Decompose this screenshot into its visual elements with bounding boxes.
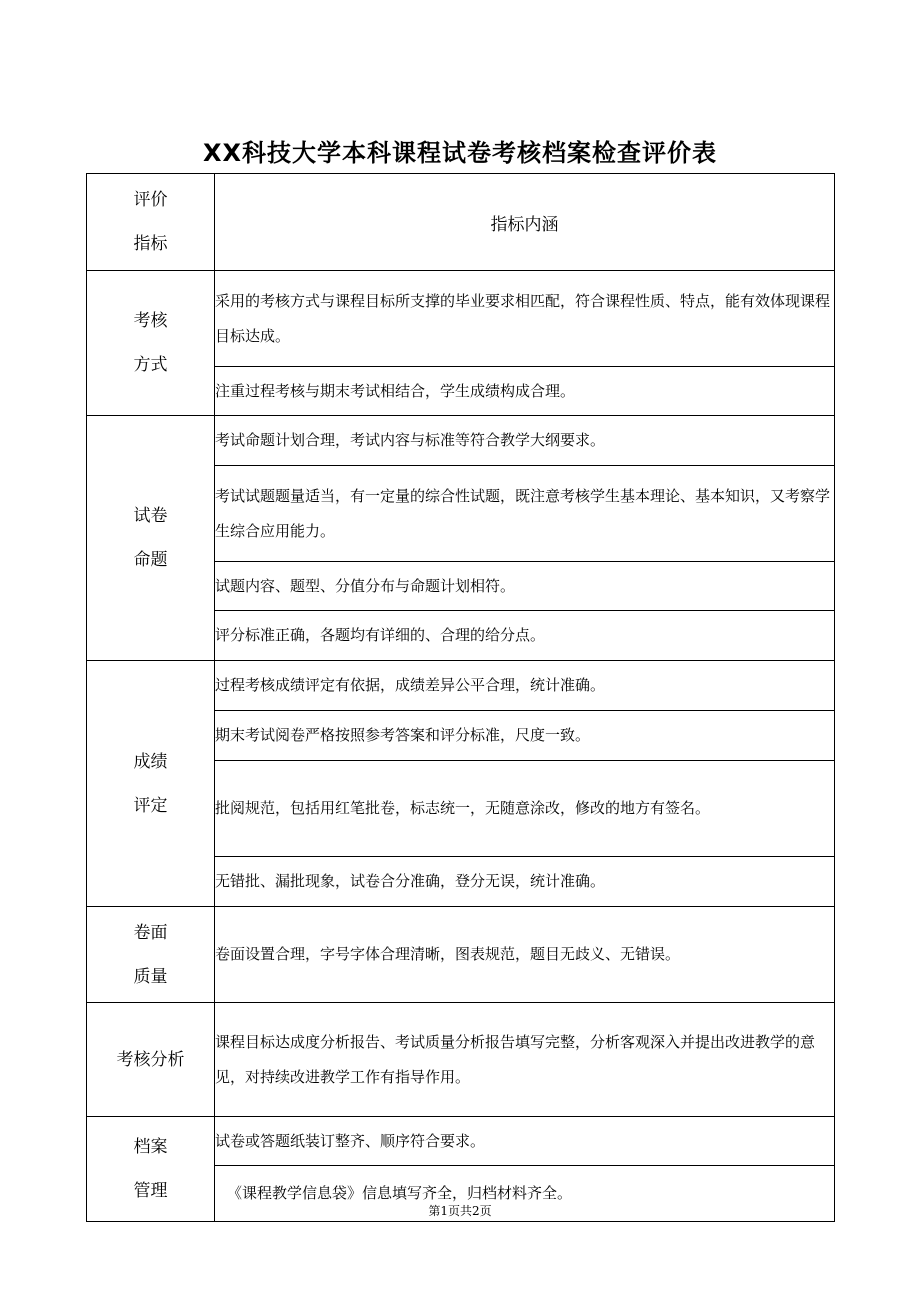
indicator-cell-assessment-analysis <box>87 1003 215 1117</box>
indicator-label-line: 试卷 <box>133 506 168 526</box>
item-cell: 考试命题计划合理，考试内容与标准等符合教学大纲要求。 <box>215 416 835 466</box>
indicator-label-line: 管理 <box>133 1181 168 1201</box>
item-cell: 期末考试阅卷严格按照参考答案和评分标准，尺度一致。 <box>215 711 835 761</box>
indicator-cell-paper-quality <box>87 907 215 1003</box>
item-cell: 批阅规范，包括用红笔批卷，标志统一，无随意涂改，修改的地方有签名。 <box>215 761 835 857</box>
indicator-label-line: 考核 <box>133 311 168 331</box>
table-row <box>87 661 835 711</box>
indicator-label-line: 评定 <box>133 795 168 816</box>
item-cell: 《课程教学信息袋》信息填写齐全，归档材料齐全。 <box>215 1166 835 1222</box>
item-cell: 试题内容、题型、分值分布与命题计划相符。 <box>215 562 835 611</box>
item-cell: 考试试题题量适当，有一定量的综合性试题，既注意考核学生基本理论、基本知识，又考察学生综合应用能力。 <box>215 466 835 562</box>
indicator-cell-grade-assessment <box>87 661 215 907</box>
page-footer: 第1页共2页 <box>428 1204 492 1218</box>
indicator-cell-exam-proposition <box>87 416 215 661</box>
indicator-label-line: 质量 <box>133 966 168 987</box>
indicator-label-line: 成绩 <box>133 751 168 772</box>
page-title: XX科技大学本科课程试卷考核档案检查评价表 <box>202 139 717 167</box>
indicator-label-line: 档案 <box>133 1137 168 1157</box>
indicator-label-line: 方式 <box>133 355 168 375</box>
item-cell: 试卷或答题纸装订整齐、顺序符合要求。 <box>215 1117 835 1166</box>
item-cell: 无错批、漏批现象，试卷合分准确，登分无误，统计准确。 <box>215 857 835 907</box>
item-cell: 评分标准正确，各题均有详细的、合理的给分点。 <box>215 611 835 661</box>
item-cell: 课程目标达成度分析报告、考试质量分析报告填写完整，分析客观深入并提出改进教学的意见，对持续改进教学工作有指导作用。 <box>215 1003 835 1117</box>
indicator-label-line: 卷面 <box>133 922 168 943</box>
table-row <box>87 271 835 367</box>
table-row <box>87 907 835 1003</box>
header-indicator-line2: 指标 <box>133 234 168 254</box>
header-indicator-cell <box>87 174 215 271</box>
item-cell: 注重过程考核与期末考试相结合，学生成绩构成合理。 <box>215 367 835 416</box>
item-cell: 采用的考核方式与课程目标所支撑的毕业要求相匹配，符合课程性质、特点，能有效体现课程目标达成。 <box>215 271 835 367</box>
item-cell: 卷面设置合理，字号字体合理清晰，图表规范，题目无歧义、无错误。 <box>215 907 835 1003</box>
item-cell: 过程考核成绩评定有依据，成绩差异公平合理，统计准确。 <box>215 661 835 711</box>
table-row <box>87 416 835 466</box>
table-header-row <box>87 174 835 271</box>
indicator-label-line: 考核分析 <box>116 1049 185 1070</box>
header-indicator-line1: 评价 <box>133 190 168 210</box>
table-row <box>87 1003 835 1117</box>
header-content-cell: 指标内涵 <box>215 174 835 271</box>
indicator-label-line: 命题 <box>133 550 168 570</box>
evaluation-table <box>86 173 835 1222</box>
table-row <box>87 1117 835 1166</box>
indicator-cell-assessment-method <box>87 271 215 416</box>
